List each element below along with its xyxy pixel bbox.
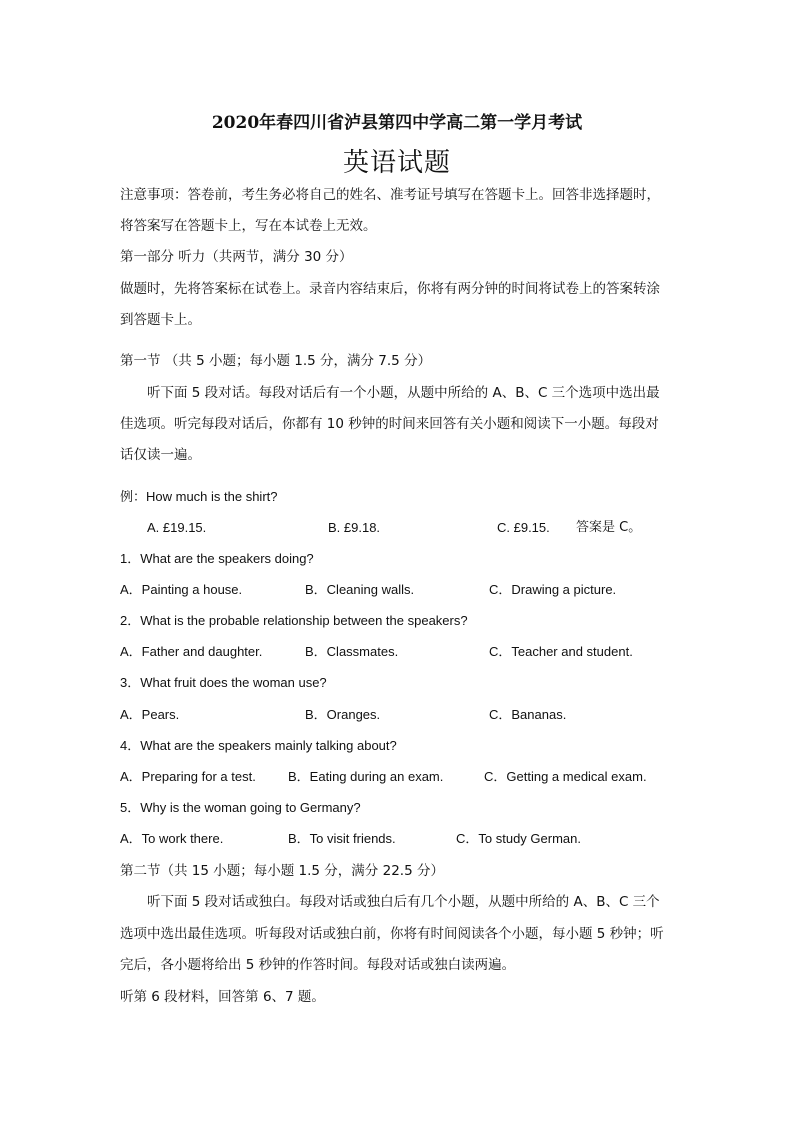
part1-instruction-line-1: 做题时，先将答案标在试卷上。录音内容结束后，你将有两分钟的时间将试卷上的答案转涂 <box>120 281 660 297</box>
question-1-option-a: A．Painting a house. <box>120 582 243 597</box>
question-4-option-b: B．Eating during an exam. <box>288 769 444 784</box>
question-3-option-b: B．Oranges. <box>305 707 381 722</box>
question-2: 2．What is the probable relationship between the speakers? <box>120 613 468 628</box>
question-3: 3．What fruit does the woman use? <box>120 675 327 690</box>
example-option-b: B. £9.18. <box>328 520 381 535</box>
notice-line-2: 将答案写在答题卡上，写在本试卷上无效。 <box>120 218 377 234</box>
example-question: 例：How much is the shirt? <box>120 489 278 504</box>
question-5-option-c: C．To study German. <box>456 831 581 846</box>
question-2-option-a: A．Father and daughter. <box>120 644 263 659</box>
exam-subtitle: 英语试题 <box>342 148 451 178</box>
question-5-option-a: A．To work there. <box>120 831 224 846</box>
section2-instruction-line-3: 完后，各小题将给出 5 秒钟的作答时间。每段对话或独白读两遍。 <box>120 957 516 973</box>
section1-instruction-line-2: 佳选项。听完每段对话后，你都有 10 秒钟的时间来回答有关小题和阅读下一小题。每段对 <box>120 416 659 432</box>
section2-heading: 第二节（共 15 小题；每小题 1.5 分，满分 22.5 分） <box>120 863 444 879</box>
question-4: 4．What are the speakers mainly talking about? <box>120 738 397 753</box>
question-2-option-b: B．Classmates. <box>305 644 399 659</box>
example-answer: 答案是 C。 <box>576 520 642 535</box>
example-option-c: C. £9.15. <box>497 520 550 535</box>
exam-title: 2020年春四川省泸县第四中学高二第一学月考试 <box>211 113 583 133</box>
question-1: 1．What are the speakers doing? <box>120 551 314 566</box>
section2-material-note: 听第 6 段材料，回答第 6、7 题。 <box>120 989 325 1005</box>
question-1-option-b: B．Cleaning walls. <box>305 582 415 597</box>
section1-heading: 第一节 （共 5 小题；每小题 1.5 分，满分 7.5 分） <box>120 353 432 369</box>
part1-instruction-line-2: 到答题卡上。 <box>120 312 201 328</box>
question-3-option-a: A．Pears. <box>120 707 180 722</box>
section1-instruction-line-1: 听下面 5 段对话。每段对话后有一个小题，从题中所给的 A、B、C 三个选项中选出最 <box>147 385 660 401</box>
question-1-option-c: C．Drawing a picture. <box>489 582 617 597</box>
question-2-option-c: C．Teacher and student. <box>489 644 633 659</box>
question-5: 5．Why is the woman going to Germany? <box>120 800 361 815</box>
notice-line-1: 注意事项：答卷前，考生务必将自己的姓名、准考证号填写在答题卡上。回答非选择题时， <box>120 187 660 203</box>
question-4-option-c: C．Getting a medical exam. <box>484 769 647 784</box>
section2-instruction-line-2: 选项中选出最佳选项。听每段对话或独白前，你将有时间阅读各个小题，每小题 5 秒钟；听 <box>120 926 664 942</box>
section2-instruction-line-1: 听下面 5 段对话或独白。每段对话或独白后有几个小题，从题中所给的 A、B、C 三个 <box>147 894 660 910</box>
question-3-option-c: C．Bananas. <box>489 707 567 722</box>
question-4-option-a: A．Preparing for a test. <box>120 769 256 784</box>
section1-instruction-line-3: 话仅读一遍。 <box>120 447 201 463</box>
example-option-a: A. £19.15. <box>147 520 207 535</box>
part1-heading: 第一部分 听力（共两节，满分 30 分） <box>120 249 353 265</box>
question-5-option-b: B．To visit friends. <box>288 831 396 846</box>
